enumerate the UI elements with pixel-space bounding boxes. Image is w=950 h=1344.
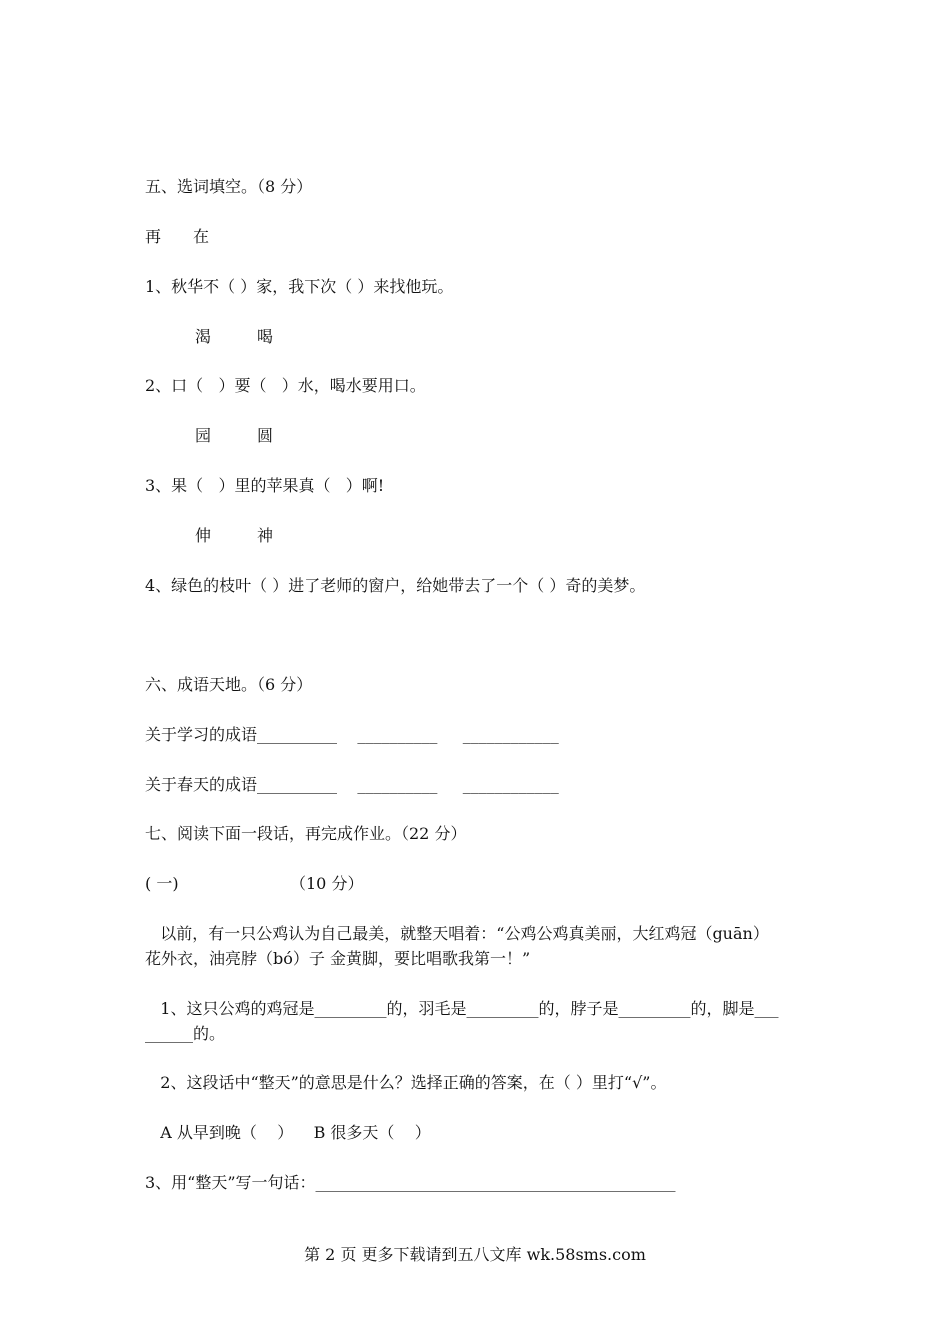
question-2-options: A 从早到晚（ ） B 很多天（ ） [145,1123,431,1142]
question-2: 2、这段话中“整天”的意思是什么？选择正确的答案，在（ ）里打“√”。 [145,1073,667,1092]
option-word: 伸 [195,526,212,545]
passage-line-1: 以前，有一只公鸡认为自己最美，就整天唱着：“公鸡公鸡真美丽，大红鸡冠（guān） [145,924,769,943]
question-1-line-2: ______的。 [145,1024,226,1043]
option-word: 喝 [257,327,274,346]
part-label: ( 一) [145,874,179,893]
option-word: 园 [195,426,212,445]
part-score: （10 分） [290,874,364,893]
fill-question-3: 3、果（ ）里的苹果真（ ）啊! [145,476,385,495]
word-options-4 [195,525,273,547]
option-word: 圆 [257,426,274,445]
idiom-line-study: 关于学习的成语__________ __________ ____________ [145,725,559,744]
fill-question-1: 1、秋华不（ ）家，我下次（ ）来找他玩。 [145,277,454,296]
option-word: 神 [257,526,274,545]
word-options-3 [195,425,273,447]
fill-question-2: 2、口（ ）要（ ）水，喝水要用口。 [145,376,426,395]
question-3: 3、用“整天”写一句话：_____________________________________________ [145,1173,676,1192]
word-options-2 [195,326,273,348]
section-6-title: 六、成语天地。（6 分） [145,675,313,694]
section-7-title: 七、阅读下面一段话，再完成作业。（22 分） [145,824,467,843]
option-word: 渴 [195,327,212,346]
passage-line-2: 花外衣，油亮脖（bó）子 金黄脚，要比唱歌我第一！” [145,949,531,968]
fill-question-4: 4、绿色的枝叶（ ）进了老师的窗户，给她带去了一个（ ）奇的美梦。 [145,576,646,595]
word-options-1 [145,226,209,248]
page-footer: 第 2 页 更多下载请到五八文库 wk.58sms.com [304,1245,646,1264]
option-word: 在 [193,227,210,246]
question-1-line-1: 1、这只公鸡的鸡冠是_________的，羽毛是_________的，脖子是_________的，脚是___ [145,999,779,1018]
idiom-line-spring: 关于春天的成语__________ __________ ____________ [145,775,559,794]
option-word: 再 [145,227,162,246]
section-5-title: 五、选词填空。（8 分） [145,177,313,196]
